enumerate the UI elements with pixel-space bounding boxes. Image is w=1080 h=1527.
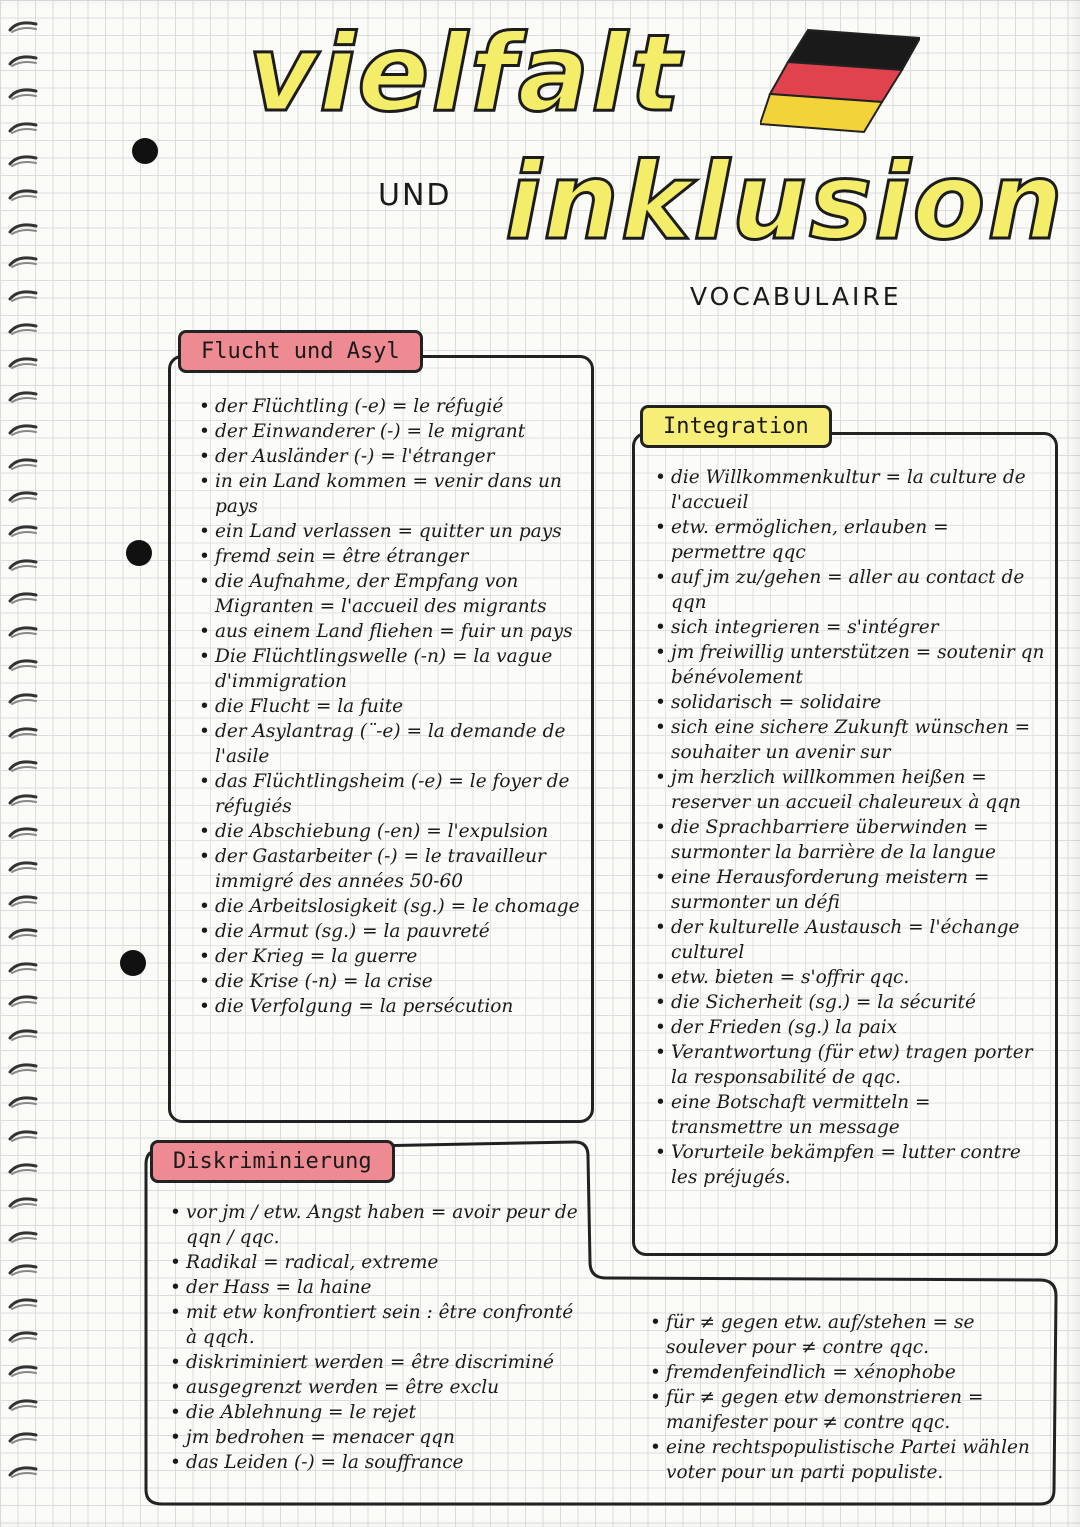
punch-hole-top [132, 138, 158, 164]
vocab-item: • der Flüchtling (-e) = le réfugié [197, 394, 582, 419]
vocab-item: • etw. bieten = s'offrir qqc. [653, 965, 1045, 990]
vocab-item: • sich integrieren = s'intégrer [653, 615, 1045, 640]
spiral-ring-icon [8, 222, 38, 236]
spiral-ring-icon [8, 591, 38, 605]
spiral-ring-icon [8, 423, 38, 437]
spiral-ring-icon [8, 289, 38, 303]
spiral-ring-icon [8, 87, 38, 101]
diskriminierung-list [168, 1200, 578, 1475]
vocab-item: • jm bedrohen = menacer qqn [168, 1425, 578, 1450]
vocab-item: • Radikal = radical, extreme [168, 1250, 578, 1275]
vocab-item: • diskriminiert werden = être discriminé [168, 1350, 578, 1375]
vocab-item: • etw. ermöglichen, erlauben = permettre qqc [653, 515, 1045, 565]
spiral-ring-icon [8, 1297, 38, 1311]
spiral-ring-icon [8, 1364, 38, 1378]
vocab-item: • der Frieden (sg.) la paix [653, 1015, 1045, 1040]
vocab-item: • der Hass = la haine [168, 1275, 578, 1300]
spiral-ring-icon [8, 1129, 38, 1143]
spiral-ring-icon [8, 658, 38, 672]
spiral-ring-icon [8, 1398, 38, 1412]
spiral-ring-icon [8, 826, 38, 840]
vocab-item: • Die Flüchtlingswelle (-n) = la vague d'immigration [197, 644, 582, 694]
spiral-ring-icon [8, 1431, 38, 1445]
vocab-item: • das Leiden (-) = la souffrance [168, 1450, 578, 1475]
vocab-item: • der kulturelle Austausch = l'échange culturel [653, 915, 1045, 965]
vocab-item: • die Sicherheit (sg.) = la sécurité [653, 990, 1045, 1015]
vocab-item: • der Gastarbeiter (-) = le travailleur immigré des années 50-60 [197, 844, 582, 894]
vocab-item: • die Ablehnung = le rejet [168, 1400, 578, 1425]
vocab-item: • aus einem Land fliehen = fuir un pays [197, 619, 582, 644]
spiral-ring-icon [8, 961, 38, 975]
section-flucht-box [168, 355, 594, 1123]
vocab-item: • ausgegrenzt werden = être exclu [168, 1375, 578, 1400]
vocab-item: • die Sprachbarriere überwinden = surmonter la barrière de la langue [653, 815, 1045, 865]
section-diskriminierung-label: Diskriminierung [150, 1140, 395, 1183]
integration-list [653, 465, 1045, 1190]
spiral-ring-icon [8, 1230, 38, 1244]
vocab-item: • Vorurteile bekämpfen = lutter contre les préjugés. [653, 1140, 1045, 1190]
spiral-ring-icon [8, 1095, 38, 1109]
vocab-item: • fremdenfeindlich = xénophobe [648, 1360, 1043, 1385]
vocab-item: • der Einwanderer (-) = le migrant [197, 419, 582, 444]
spiral-ring-icon [8, 625, 38, 639]
vocab-item: • eine rechtspopulistische Partei wählen voter pour un parti populiste. [648, 1435, 1043, 1485]
vocab-item: • für ≠ gegen etw demonstrieren = manifester pour ≠ contre qqc. [648, 1385, 1043, 1435]
section-integration-label: Integration [640, 405, 832, 448]
vocab-item: • jm herzlich willkommen heißen = reserver un accueil chaleureux à qqn [653, 765, 1045, 815]
spiral-ring-icon [8, 726, 38, 740]
punch-hole-middle [126, 540, 152, 566]
german-flag-icon [760, 24, 920, 134]
spiral-ring-icon [8, 1062, 38, 1076]
vocab-item: • solidarisch = solidaire [653, 690, 1045, 715]
spiral-ring-icon [8, 54, 38, 68]
spiral-ring-icon [8, 188, 38, 202]
spiral-ring-icon [8, 759, 38, 773]
title-line1: vielfalt [248, 12, 683, 135]
spiral-ring-icon [8, 793, 38, 807]
vocab-item: • die Abschiebung (-en) = l'expulsion [197, 819, 582, 844]
section-flucht-label: Flucht und Asyl [178, 330, 423, 373]
vocab-item: • ein Land verlassen = quitter un pays [197, 519, 582, 544]
spiral-ring-icon [8, 154, 38, 168]
subtitle: VOCABULAIRE [690, 282, 902, 311]
vocab-item: • die Arbeitslosigkeit (sg.) = le chomage [197, 894, 582, 919]
vocab-item: • eine Herausforderung meistern = surmonter un défi [653, 865, 1045, 915]
vocab-item: • die Willkommenkultur = la culture de l'accueil [653, 465, 1045, 515]
vocab-item: • jm freiwillig unterstützen = soutenir qn bénévolement [653, 640, 1045, 690]
vocab-item: • Verantwortung (für etw) tragen porter la responsabilité de qqc. [653, 1040, 1045, 1090]
spiral-ring-icon [8, 490, 38, 504]
spiral-ring-icon [8, 994, 38, 1008]
flucht-list [197, 394, 582, 1019]
spiral-ring-icon [8, 1330, 38, 1344]
section-integration-box [632, 432, 1058, 1256]
spiral-ring-icon [8, 860, 38, 874]
spiral-ring-icon [8, 692, 38, 706]
spiral-ring-icon [8, 121, 38, 135]
spiral-ring-icon [8, 255, 38, 269]
spiral-ring-icon [8, 457, 38, 471]
punch-hole-lower [120, 950, 146, 976]
spiral-ring-icon [8, 558, 38, 572]
vocab-item: • der Asylantrag (¨-e) = la demande de l'asile [197, 719, 582, 769]
title-line2: inklusion [505, 140, 1065, 263]
spiral-ring-icon [8, 927, 38, 941]
spiral-ring-icon [8, 1263, 38, 1277]
vocab-item: • der Krieg = la guerre [197, 944, 582, 969]
vocab-item: • mit etw konfrontiert sein : être confronté à qqch. [168, 1300, 578, 1350]
vocab-item: • in ein Land kommen = venir dans un pays [197, 469, 582, 519]
spiral-binding [0, 20, 42, 1510]
vocab-item: • das Flüchtlingsheim (-e) = le foyer de réfugiés [197, 769, 582, 819]
vocab-item: • die Verfolgung = la persécution [197, 994, 582, 1019]
vocab-item: • die Flucht = la fuite [197, 694, 582, 719]
diskriminierung-list-right [648, 1310, 1043, 1485]
spiral-ring-icon [8, 356, 38, 370]
spiral-ring-icon [8, 390, 38, 404]
vocab-item: • die Armut (sg.) = la pauvreté [197, 919, 582, 944]
vocab-item: • fremd sein = être étranger [197, 544, 582, 569]
spiral-ring-icon [8, 1465, 38, 1479]
spiral-ring-icon [8, 322, 38, 336]
vocab-item: • sich eine sichere Zukunft wünschen = souhaiter un avenir sur [653, 715, 1045, 765]
title-connector: UND [378, 178, 452, 213]
vocab-item: • der Ausländer (-) = l'étranger [197, 444, 582, 469]
spiral-ring-icon [8, 524, 38, 538]
vocab-item: • vor jm / etw. Angst haben = avoir peur de qqn / qqc. [168, 1200, 578, 1250]
vocab-item: • auf jm zu/gehen = aller au contact de qqn [653, 565, 1045, 615]
vocab-item: • eine Botschaft vermitteln = transmettre un message [653, 1090, 1045, 1140]
spiral-ring-icon [8, 1196, 38, 1210]
spiral-ring-icon [8, 1162, 38, 1176]
vocab-item: • für ≠ gegen etw. auf/stehen = se soulever pour ≠ contre qqc. [648, 1310, 1043, 1360]
vocab-item: • die Aufnahme, der Empfang von Migranten = l'accueil des migrants [197, 569, 582, 619]
spiral-ring-icon [8, 20, 38, 34]
spiral-ring-icon [8, 1028, 38, 1042]
spiral-ring-icon [8, 894, 38, 908]
vocab-item: • die Krise (-n) = la crise [197, 969, 582, 994]
